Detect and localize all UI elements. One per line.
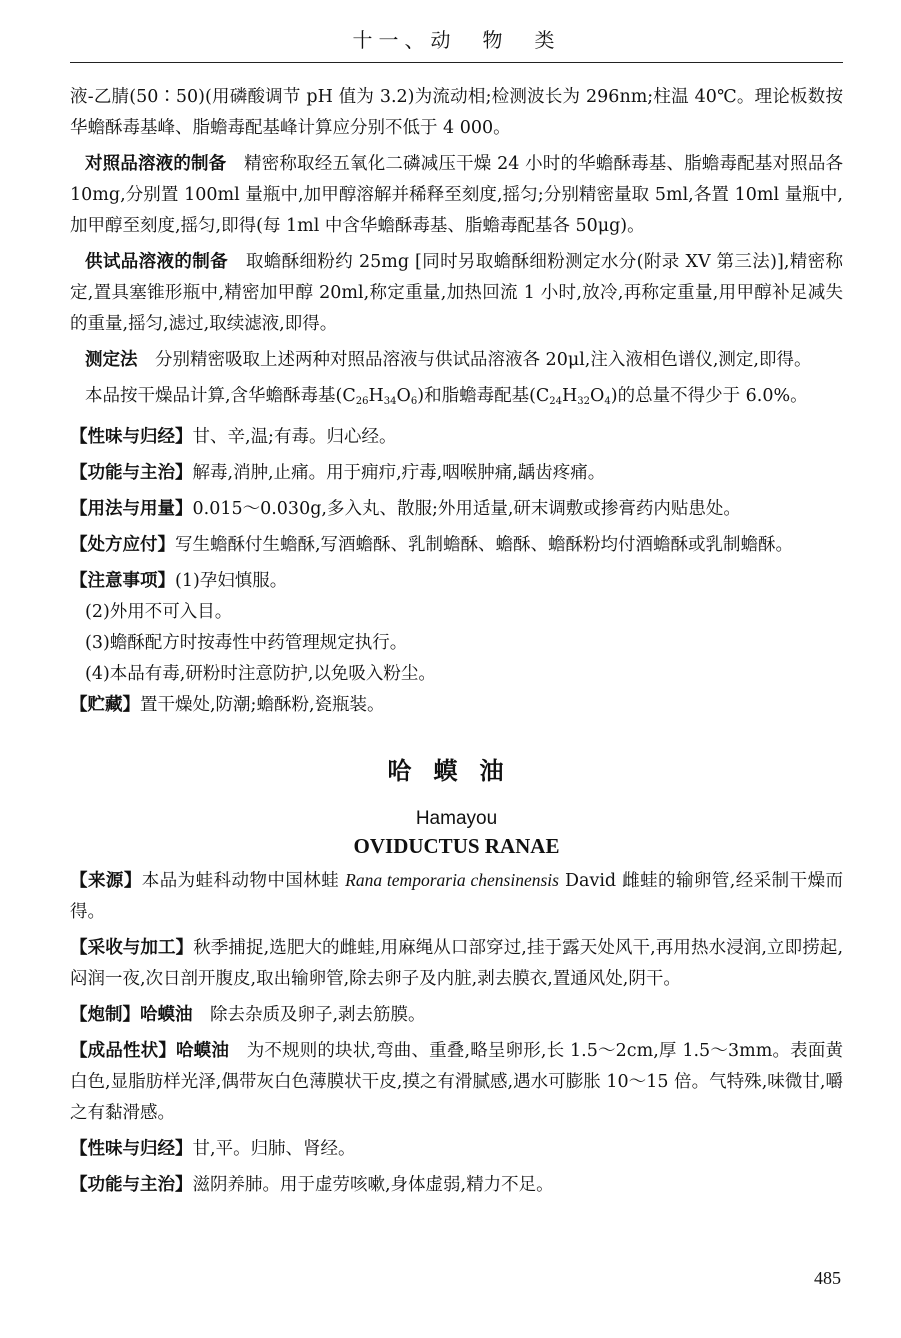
usage-dosage-paragraph bbox=[70, 494, 843, 525]
species-name: Rana temporaria chensinensis bbox=[345, 870, 559, 890]
test-solution-text: 取蟾酥细粉约 25mg [同时另取蟾酥细粉测定水分(附录 XV 第三法)],精密称定,置具塞锥形瓶中,精密加甲醇 20ml,称定重量,加热回流 1 小时,放冷,再称定重量,用甲醇补足减失的重量,摇匀,滤过,取续滤液,即得。 bbox=[70, 252, 843, 334]
function-indication-paragraph bbox=[70, 458, 843, 489]
formula-text: O bbox=[590, 386, 605, 406]
formula-subscript: 34 bbox=[383, 396, 397, 407]
precaution-item: (2)外用不可入目。 bbox=[85, 602, 233, 622]
assay-method-text: 分别精密吸取上述两种对照品溶液与供试品溶液各 20μl,注入液相色谱仪,测定,即得。 bbox=[137, 350, 812, 370]
reference-solution-label: 对照品溶液的制备 bbox=[85, 154, 227, 174]
formula-text: H bbox=[562, 386, 578, 406]
processing-label: 【炮制】哈蟆油 bbox=[70, 1005, 193, 1025]
test-solution-label: 供试品溶液的制备 bbox=[85, 252, 228, 272]
formula-subscript: 32 bbox=[577, 396, 591, 407]
storage-paragraph bbox=[70, 690, 843, 721]
formula-subscript: 24 bbox=[549, 396, 563, 407]
storage-label: 【贮藏】 bbox=[70, 695, 140, 715]
prescription-dispensing-paragraph bbox=[70, 530, 843, 561]
formula-text: H bbox=[368, 386, 384, 406]
content-limit-text: 本品按干燥品计算,含华蟾酥毒基(C bbox=[85, 386, 356, 406]
storage-text: 置干燥处,防潮;蟾酥粉,瓷瓶装。 bbox=[140, 695, 385, 715]
function-indication-text: 解毒,消肿,止痛。用于痈疖,疔毒,咽喉肿痛,龋齿疼痛。 bbox=[192, 463, 606, 483]
assay-method-paragraph bbox=[70, 345, 843, 376]
harvest-processing-text: 秋季捕捉,选肥大的雌蛙,用麻绳从口部穿过,挂于露天处风干,再用热水浸润,立即捞起,闷润一夜,次日剖开腹皮,取出输卵管,除去卵子及内脏,剥去膜衣,置通风处,阴干。 bbox=[70, 938, 844, 989]
precaution-item: (4)本品有毒,研粉时注意防护,以免吸入粉尘。 bbox=[85, 664, 436, 684]
source-label: 【来源】 bbox=[70, 871, 142, 891]
function-indication-label-2: 【功能与主治】 bbox=[70, 1175, 193, 1195]
taste-meridian-label: 【性味与归经】 bbox=[70, 427, 193, 447]
prescription-dispensing-text: 写生蟾酥付生蟾酥,写酒蟾酥、乳制蟾酥、蟾酥、蟾酥粉均付酒蟾酥或乳制蟾酥。 bbox=[175, 535, 794, 555]
taste-meridian-paragraph bbox=[70, 422, 843, 453]
precautions-paragraph bbox=[70, 566, 843, 597]
reference-solution-paragraph bbox=[70, 149, 843, 242]
monograph-latin-name: OVIDUCTUS RANAE bbox=[353, 834, 560, 858]
taste-meridian-paragraph-2 bbox=[70, 1134, 843, 1165]
formula-subscript: 26 bbox=[355, 396, 369, 407]
precaution-item: (1)孕妇慎服。 bbox=[175, 571, 288, 591]
product-description-text: 为不规则的块状,弯曲、重叠,略呈卵形,长 1.5～2cm,厚 1.5～3mm。表面黄白色,显脂肪样光泽,偶带灰白色薄膜状干皮,摸之有滑腻感,遇水可膨胀 10～15 倍。气特殊,味微甘,嚼之有黏滑感。 bbox=[70, 1041, 844, 1123]
prescription-dispensing-label: 【处方应付】 bbox=[70, 535, 175, 555]
header-rule bbox=[70, 62, 843, 63]
hplc-condition-paragraph: 液-乙腈(50∶50)(用磷酸调节 pH 值为 3.2)为流动相;检测波长为 296nm;柱温 40℃。理论板数按华蟾酥毒基峰、脂蟾毒配基峰计算应分别不低于 4 000。 bbox=[70, 87, 843, 138]
test-solution-paragraph bbox=[70, 247, 843, 340]
harvest-processing-label: 【采收与加工】 bbox=[70, 938, 194, 958]
source-text: David 雌蛙的输卵管,经采制干燥而得。 bbox=[70, 871, 844, 922]
page-number: 485 bbox=[814, 1268, 841, 1288]
monograph-title: 哈蟆油 bbox=[387, 757, 526, 785]
harvest-processing-paragraph bbox=[70, 933, 843, 995]
formula-text: O bbox=[396, 386, 411, 406]
processing-paragraph bbox=[70, 1000, 843, 1031]
function-indication-text-2: 滋阴养肺。用于虚劳咳嗽,身体虚弱,精力不足。 bbox=[192, 1175, 554, 1195]
function-indication-paragraph-2 bbox=[70, 1170, 843, 1201]
precautions-label: 【注意事项】 bbox=[70, 571, 175, 591]
usage-dosage-text: 0.015～0.030g,多入丸、散服;外用适量,研末调敷或掺膏药内贴患处。 bbox=[192, 499, 741, 519]
formula-subscript: 4 bbox=[604, 396, 611, 407]
reference-solution-text: 精密称取经五氧化二磷减压干燥 24 小时的华蟾酥毒基、脂蟾毒配基对照品各 10mg,分别置 100ml 量瓶中,加甲醇溶解并稀释至刻度,摇匀;分别精密量取 5ml,各置 10ml 量瓶中,加甲醇至刻度,摇匀,即得(每 1ml 中含华蟾酥毒基、脂蟾毒配基各 50μg)。 bbox=[70, 154, 843, 236]
source-text: 本品为蛙科动物中国林蛙 bbox=[141, 871, 346, 891]
product-description-paragraph bbox=[70, 1036, 843, 1129]
precaution-item: (3)蟾酥配方时按毒性中药管理规定执行。 bbox=[85, 633, 408, 653]
taste-meridian-text: 甘、辛,温;有毒。归心经。 bbox=[192, 427, 397, 447]
taste-meridian-label-2: 【性味与归经】 bbox=[70, 1139, 193, 1159]
usage-dosage-label: 【用法与用量】 bbox=[70, 499, 193, 519]
content-limit-paragraph bbox=[70, 381, 843, 417]
function-indication-label: 【功能与主治】 bbox=[70, 463, 193, 483]
product-description-label: 【成品性状】哈蟆油 bbox=[70, 1041, 230, 1061]
running-header: 十一、动 物 类 bbox=[352, 28, 561, 52]
formula-subscript: 6 bbox=[410, 396, 418, 407]
source-paragraph bbox=[70, 865, 843, 928]
processing-text: 除去杂质及卵子,剥去筋膜。 bbox=[192, 1005, 426, 1025]
content-limit-text: )的总量不得少于 6.0%。 bbox=[610, 386, 808, 406]
monograph-pinyin: Hamayou bbox=[415, 808, 498, 829]
assay-method-label: 测定法 bbox=[85, 350, 138, 370]
page-content bbox=[70, 82, 843, 1201]
content-limit-text: )和脂蟾毒配基(C bbox=[417, 386, 550, 406]
taste-meridian-text-2: 甘,平。归肺、肾经。 bbox=[192, 1139, 356, 1159]
